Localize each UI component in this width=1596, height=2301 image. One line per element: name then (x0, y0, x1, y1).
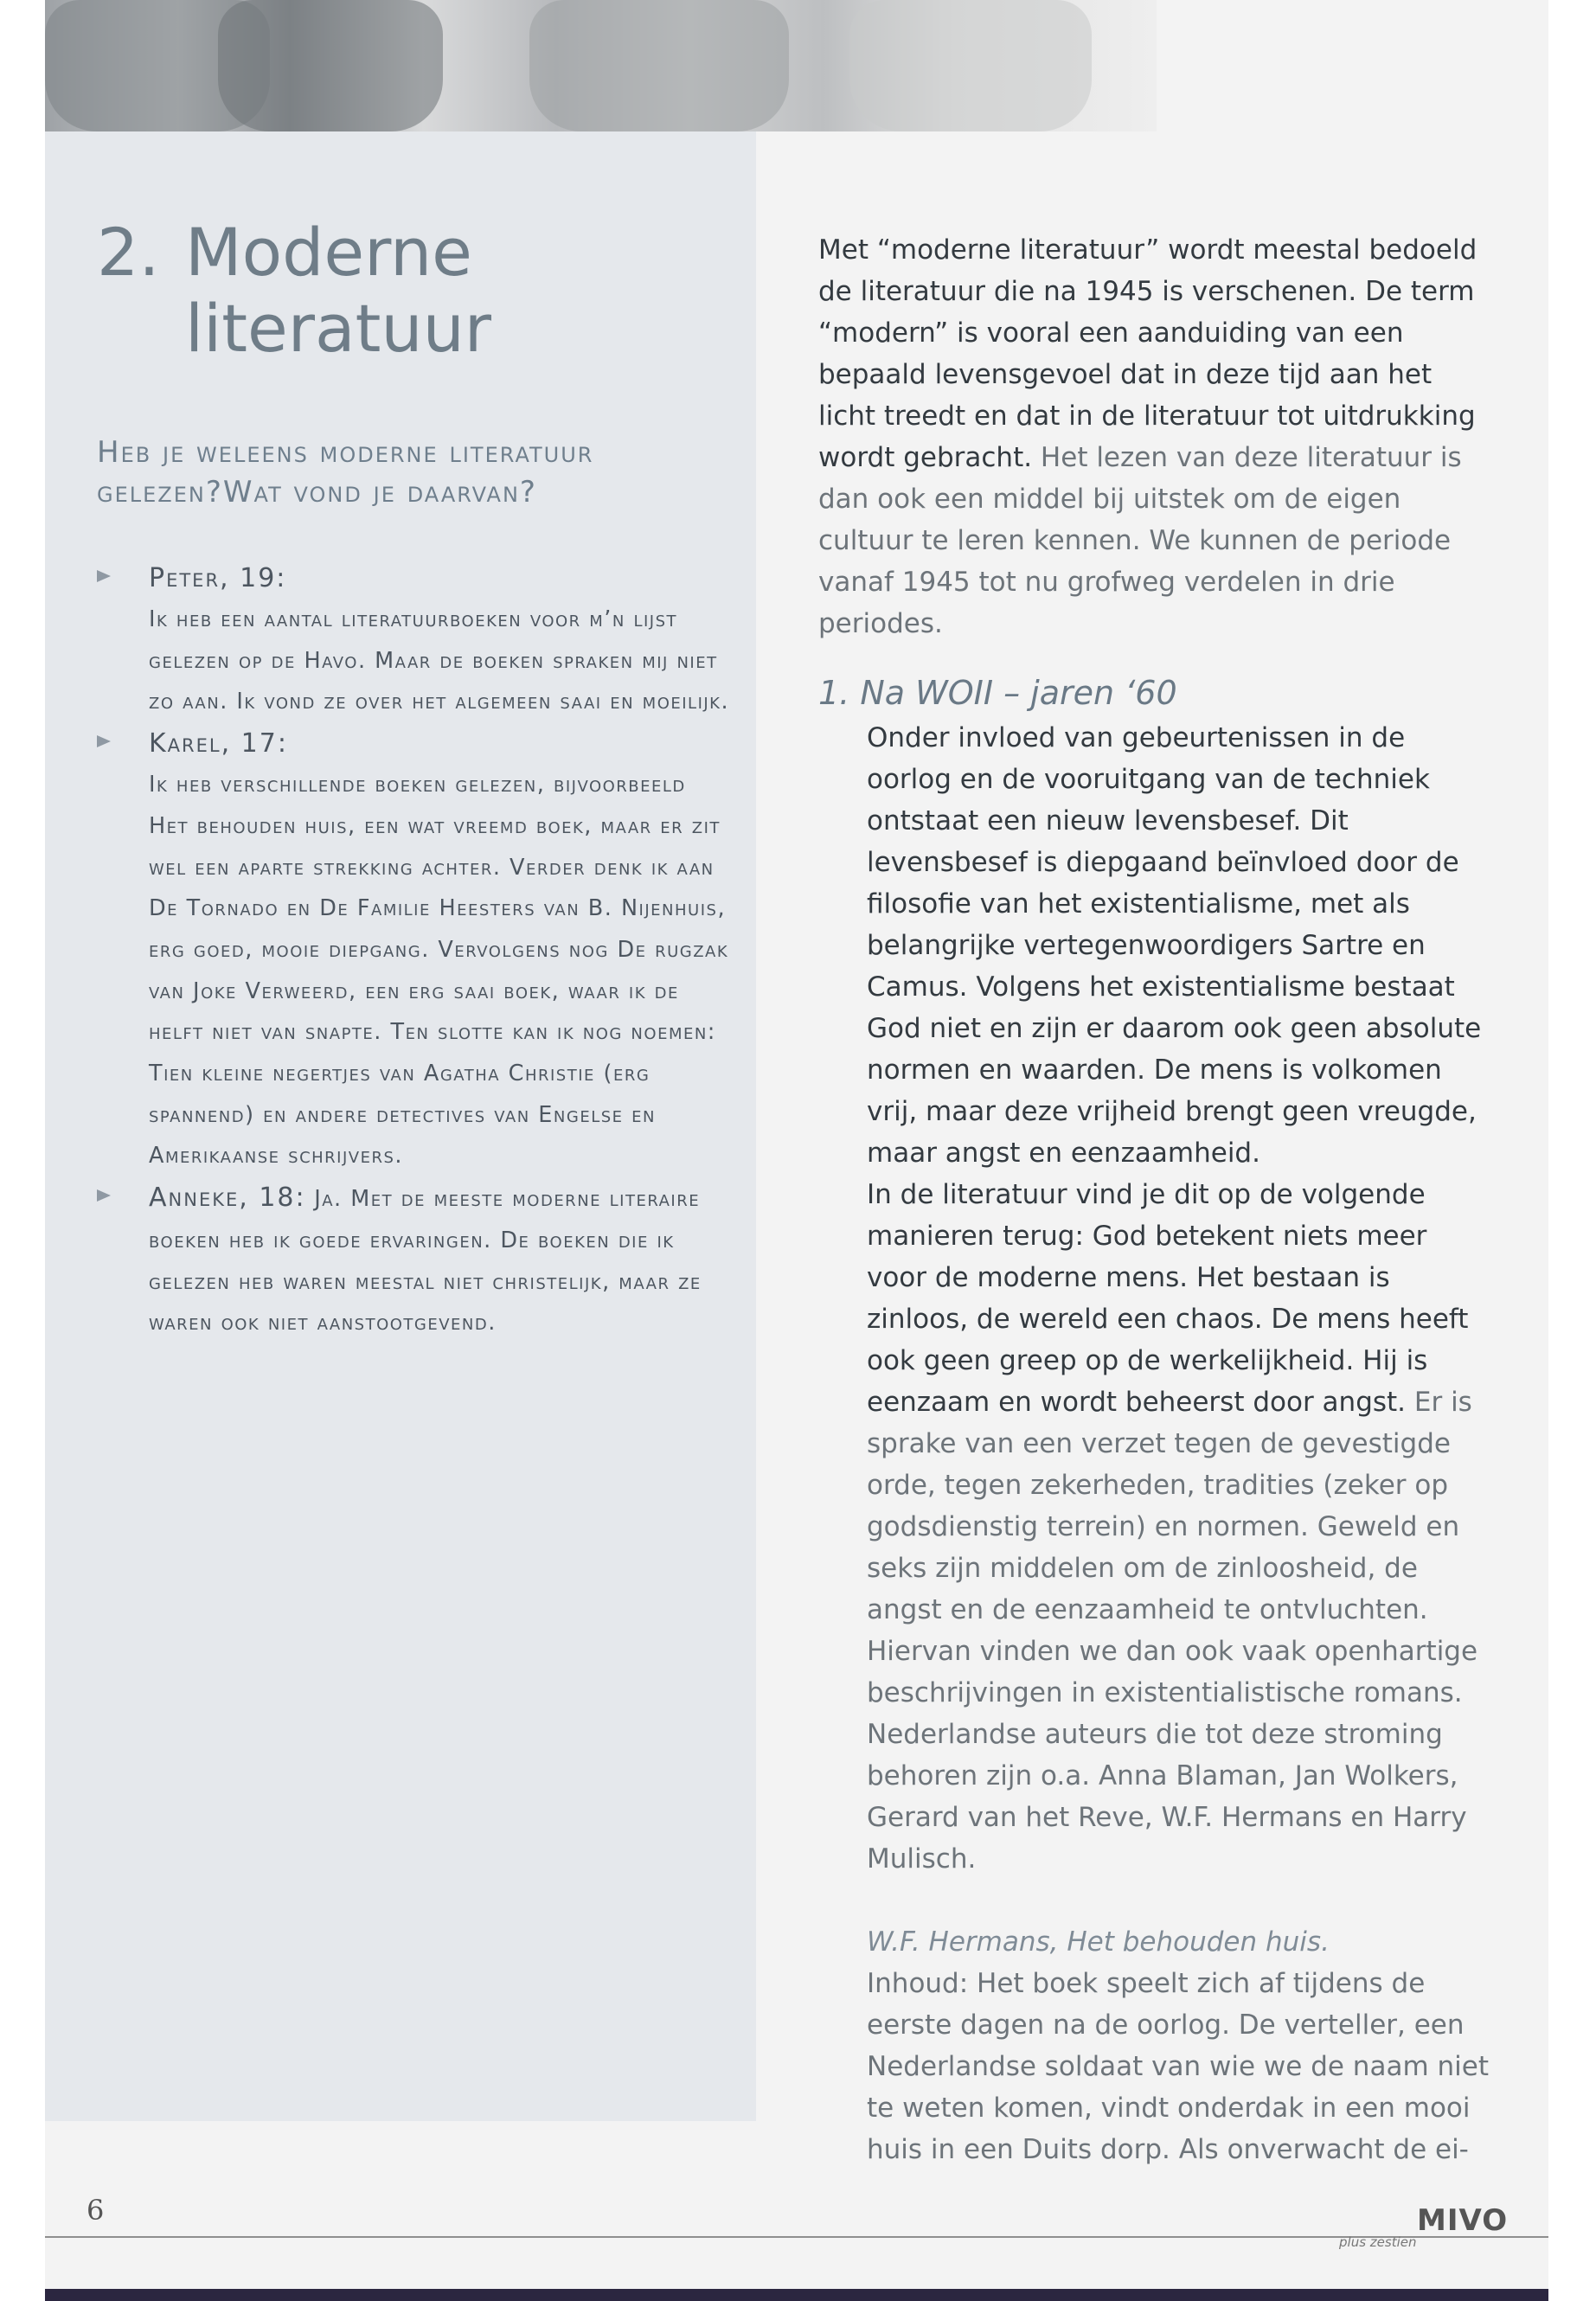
quote-text: Ja. Met de meeste moderne literaire boeken heb ik goede ervaringen. De boeken die ik gelezen heb waren meestal niet christelijk, maar ze waren ook niet aanstootgevend. (149, 1186, 702, 1336)
intro-light: Het lezen van deze literatuur is dan ook een middel bij uitstek om de eigen cultuur te leren kennen. We kunnen de periode vanaf 1945 tot nu grofweg verdelen in drie periodes. (818, 442, 1462, 639)
paragraph-authors: Nederlandse auteurs die tot deze stroming behoren zijn o.a. Anna Blaman, Jan Wolkers, Gerard van het Reve, W.F. Hermans en Harry Mulisch. (867, 1719, 1467, 1875)
article-body (818, 229, 1493, 2170)
title-number: 2. (97, 214, 160, 291)
section-heading: 1. Na WOII – jaren ‘60 (818, 674, 1177, 712)
bullet-arrow-icon (97, 570, 111, 582)
photo-face-2 (218, 0, 443, 131)
title-line-2: literatuur (185, 290, 491, 367)
quote-text: Ik heb een aantal literatuurboeken voor m’n lijst gelezen op de Havo. Maar de boeken spraken mij niet zo aan. Ik vond ze over het algemeen saai en moeilijk. (149, 606, 730, 715)
book-title: W.F. Hermans, Het behouden huis. (867, 1926, 1330, 1958)
section-body (818, 717, 1493, 2170)
intro-dark: Met “moderne literatuur” wordt meestal bedoeld de literatuur die na 1945 is verschenen. De term “modern” is vooral een aanduiding van een bepaald levensgevoel dat in deze tijd aan het licht treedt en dat in de literatuur tot uitdrukking wordt gebracht. (818, 234, 1477, 473)
photo-face-4 (849, 0, 1092, 131)
paragraph-literature (867, 1174, 1493, 1714)
book-summary: Inhoud: Het boek speelt zich af tijdens de eerste dagen na de oorlog. De verteller, een Nederlandse soldaat van wie we de naam niet te weten komen, vindt onderdak in een mooi huis in een Duits dorp. Als onverwacht de ei- (867, 1968, 1489, 2165)
paragraph-existentialism: Onder invloed van gebeurtenissen in de oorlog en de vooruitgang van de techniek ontstaat een nieuw levensbesef. Dit levensbesef is diepgaand beïnvloed door de filosofie van het existentialisme, met als belangrijke vertegenwoordigers Sartre en Camus. Volgens het existentialisme bestaat God niet en zijn er daarom ook geen absolute normen en waarden. De mens is volkomen vrij, maar deze vrijheid brengt geen vreugde, maar angst en eenzaamheid. (867, 722, 1482, 1169)
title-line-1: Moderne (185, 214, 472, 291)
bullet-arrow-icon (97, 1189, 111, 1202)
quote-anneke (97, 1177, 733, 1344)
photo-face-3 (529, 0, 789, 131)
paragraph-literature-light: Er is sprake van een verzet tegen de gevestigde orde, tegen zekerheden, tradities (zeker op godsdienstig terrein) en normen. Geweld en seks zijn middelen om de zinloosheid, de angst en de eenzaamheid te ontvluchten. Hiervan vinden we dan ook vaak openhartige beschrijvingen in existentialistische romans. (867, 1387, 1478, 1708)
page-number: 6 (87, 2194, 105, 2227)
header-photo-strip (45, 0, 1157, 131)
quote-author: Anneke, 18: (149, 1183, 306, 1214)
page-title (97, 215, 491, 367)
quote-list (97, 558, 733, 1344)
bullet-arrow-icon (97, 735, 111, 747)
paragraph-literature-dark: In de literatuur vind je dit op de volgende manieren terug: God betekent niets meer voor de moderne mens. Het bestaan is zinloos, de wereld een chaos. De mens heeft ook geen greep op de werkelijkheid. Hij is eenzaam en wordt beheerst door angst. (867, 1179, 1469, 1418)
quote-author: Peter, 19: (149, 563, 287, 593)
brand-subtitle: plus zestien (1339, 2234, 1417, 2250)
quote-peter (97, 558, 733, 723)
footer-divider (45, 2236, 1548, 2238)
brand-logo (1339, 2203, 1509, 2250)
bottom-edge (45, 2289, 1548, 2301)
question-heading: Heb je weleens moderne literatuur gelezen?Wat vond je daarvan? (97, 435, 594, 510)
brand-name: MIVO (1417, 2203, 1509, 2238)
quote-karel (97, 723, 733, 1177)
quote-text: Ik heb verschillende boeken gelezen, bijvoorbeeld Het behouden huis, een wat vreemd boek, maar er zit wel een aparte strekking achter. Verder denk ik aan De Tornado en De Familie Heesters van B. Nijenhuis, erg goed, mooie diepgang. Vervolgens nog De rugzak van Joke Verweerd, een erg saai boek, waar ik de helft niet van snapte. Ten slotte kan ik nog noemen: Tien kleine negertjes van Agatha Christie (erg spannend) en andere detectives van Engelse en Amerikaanse schrijvers. (149, 772, 729, 1170)
intro-paragraph (818, 229, 1493, 644)
quote-author: Karel, 17: (149, 728, 288, 760)
